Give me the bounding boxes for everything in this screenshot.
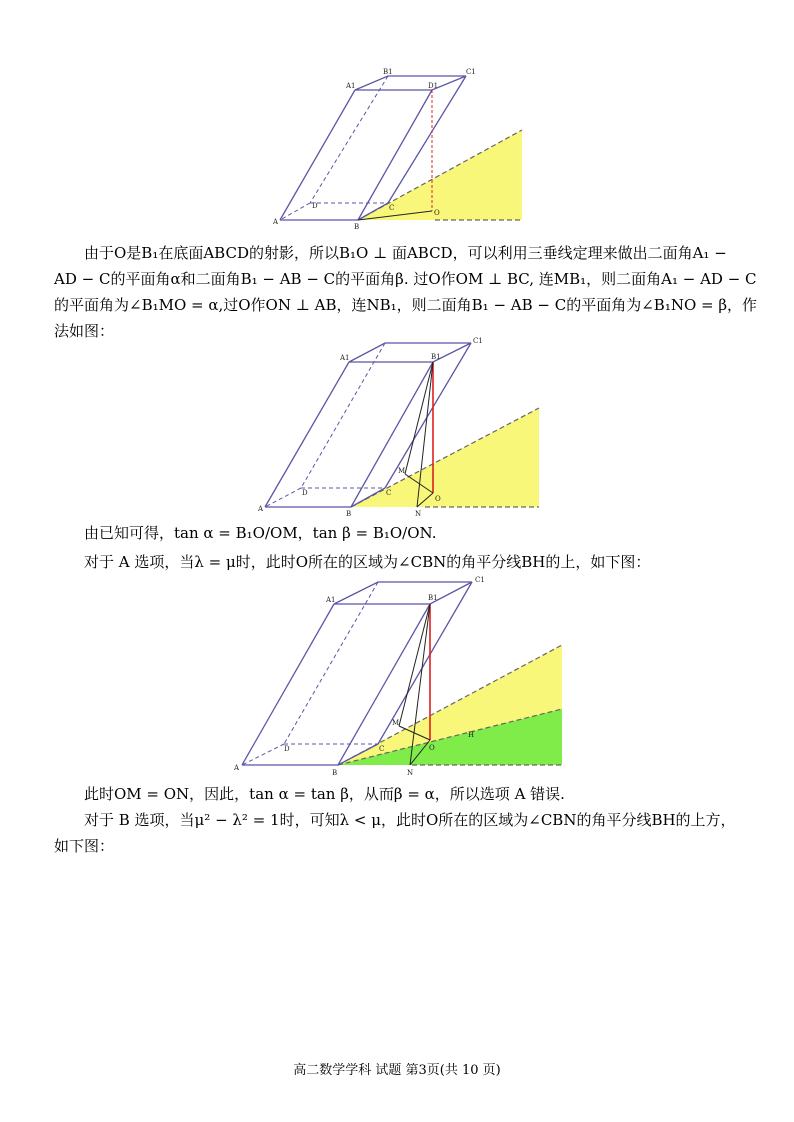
label-a1: A1 — [346, 82, 356, 90]
paragraph-5-line-1: 对于 B 选项，当μ² − λ² = 1时，可知λ < μ，此时O所在的区域为∠CBN的角平分线BH的上方， — [84, 811, 736, 829]
paragraph-1 — [54, 240, 758, 344]
label-o: O — [429, 744, 435, 752]
label-b: B — [346, 510, 352, 518]
paragraph-3-text: 对于 A 选项，当λ = μ时，此时O所在的区域为∠CBN的角平分线BH的上，如下图： — [84, 553, 651, 571]
paragraph-5 — [54, 807, 744, 859]
paragraph-2-text: 由已知可得，tan α = B₁O/OM，tan β = B₁O/ON. — [84, 524, 437, 542]
label-d: D — [312, 202, 318, 210]
hidden-edges — [280, 76, 388, 220]
label-m: M — [392, 719, 400, 727]
paragraph-1-line-2: AD − C的平面角α和二面角B₁ − AB − C的平面角β. 过O作OM ⊥ BC, 连MB₁，则二面角A₁ − AD − C — [54, 270, 757, 288]
label-o: O — [434, 209, 440, 217]
label-b: B — [354, 223, 360, 231]
paragraph-4 — [54, 781, 744, 807]
label-a1: A1 — [340, 354, 350, 362]
page-footer: 高二数学学科 试题 第3页(共 10 页) — [293, 1063, 501, 1078]
label-c1: C1 — [466, 68, 476, 76]
label-c: C — [386, 489, 392, 497]
label-c: C — [379, 745, 385, 753]
paragraph-1-line-3: 的平面角为∠B₁MO = α,过O作ON ⊥ AB，连NB₁，则二面角B₁ − AB − C的平面角为∠B₁NO = β，作 — [54, 296, 758, 314]
paragraph-2 — [54, 520, 744, 546]
label-n: N — [415, 510, 422, 518]
label-d: D — [302, 489, 308, 497]
label-c1: C1 — [473, 337, 483, 345]
paragraph-4-text: 此时OM = ON，因此，tan α = tan β，从而β = α，所以选项 A 错误. — [84, 785, 565, 803]
label-a: A — [273, 218, 279, 226]
figure-2-prism — [255, 335, 545, 520]
label-b1-top: B1 — [383, 68, 393, 76]
label-n: N — [407, 769, 414, 777]
paragraph-1-line-4: 法如图： — [54, 322, 115, 340]
label-c: C — [389, 204, 395, 212]
label-d: D — [284, 745, 290, 753]
label-d1: D1 — [428, 82, 439, 90]
label-a1: A1 — [326, 596, 336, 604]
hidden-edges — [265, 343, 385, 507]
label-m: M — [398, 467, 406, 475]
label-b1: B1 — [431, 353, 441, 361]
label-c1: C1 — [475, 576, 485, 584]
label-b1: B1 — [428, 594, 438, 602]
paragraph-5-line-2: 如下图： — [54, 837, 115, 855]
figure-3-prism — [232, 572, 568, 780]
label-a: A — [234, 764, 240, 772]
paragraph-1-line-1: 由于O是B₁在底面ABCD的射影，所以B₁O ⊥ 面ABCD，可以利用三垂线定理来做出二面角A₁ − — [84, 244, 727, 262]
label-h: H — [468, 731, 475, 739]
label-b: B — [332, 769, 338, 777]
figure-1-prism — [270, 66, 530, 232]
hidden-edges — [242, 582, 378, 765]
label-o: O — [435, 495, 441, 503]
label-a: A — [258, 505, 264, 513]
